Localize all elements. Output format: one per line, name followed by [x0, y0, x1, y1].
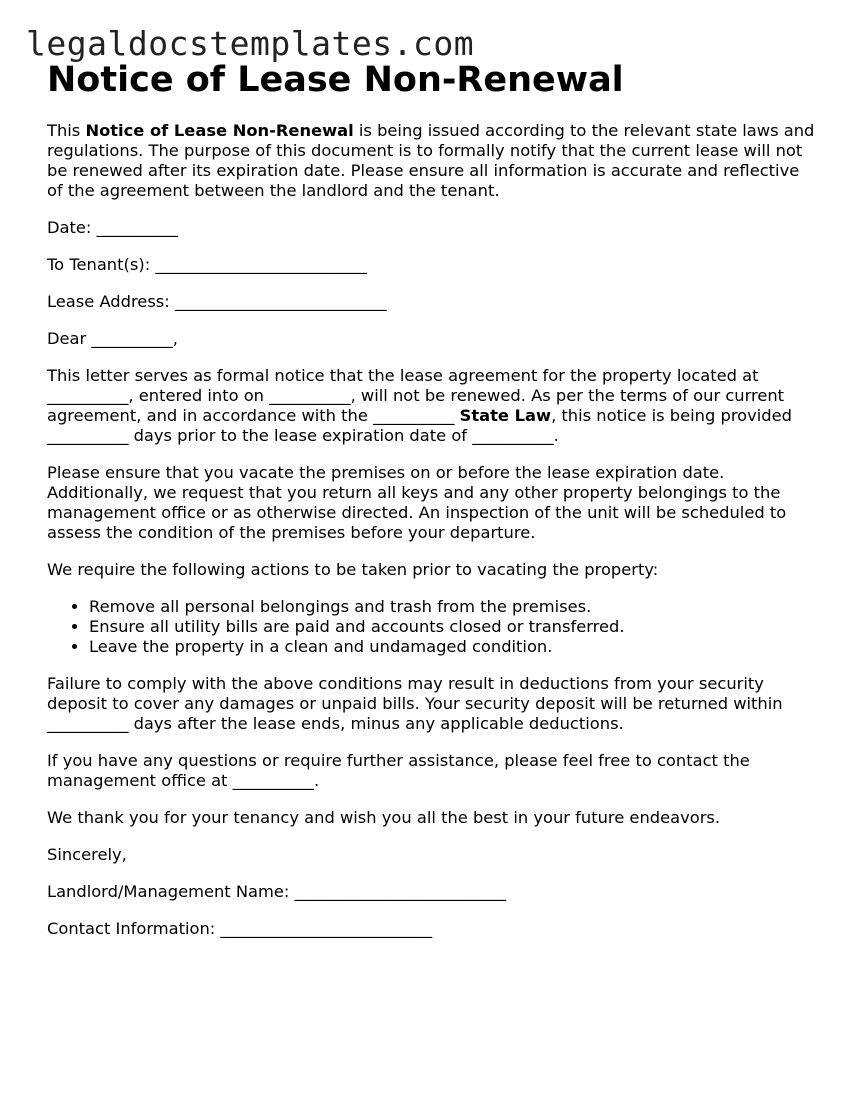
to-tenants-field: To Tenant(s): __________________________: [47, 255, 368, 274]
intro-paragraph: [47, 121, 817, 201]
lease-address-field: Lease Address: __________________________: [47, 292, 387, 311]
vacate-paragraph: Please ensure that you vacate the premises on or before the lease expiration date. Additionally, we request that you return all keys and any other property belongings to the management office or as otherwise directed. An inspection of the unit will be scheduled to assess the condition of the premises before your departure.: [47, 463, 787, 542]
document-body: [47, 58, 817, 956]
failure-paragraph: Failure to comply with the above conditions may result in deductions from your security deposit to cover any damages or unpaid bills. Your security deposit will be returned within __________ days after the lease ends, minus any applicable deductions.: [47, 674, 783, 733]
thanks-paragraph: We thank you for your tenancy and wish you all the best in your future endeavors.: [47, 808, 721, 827]
intro-bold-title: Notice of Lease Non-Renewal: [85, 121, 354, 140]
site-watermark: legaldocstemplates.com: [26, 24, 475, 63]
intro-pre: This: [47, 121, 86, 140]
document-title: Notice of Lease Non-Renewal: [47, 60, 624, 100]
actions-list: [47, 597, 817, 657]
notice-bold-state-law: State Law: [459, 406, 552, 425]
actions-intro: We require the following actions to be taken prior to vacating the property:: [47, 560, 659, 579]
notice-paragraph: [47, 366, 817, 446]
intro-post: is being issued according to the relevant state laws and regulations. The purpose of this document is to formally notify that the current lease will not be renewed after its expiration date. Please ensure all information is accurate and reflective of the agreement between the landlord and the tenant.: [47, 121, 815, 200]
closing: Sincerely,: [47, 845, 127, 864]
salutation: Dear __________,: [47, 329, 178, 348]
signature-name-line: Landlord/Management Name: __________________________: [47, 882, 507, 901]
action-item: • Leave the property in a clean and undamaged condition.: [89, 637, 817, 657]
questions-paragraph: If you have any questions or require further assistance, please feel free to contact the management office at __________.: [47, 751, 750, 790]
signature-contact-line: Contact Information: __________________________: [47, 919, 433, 938]
action-item: • Remove all personal belongings and trash from the premises.: [89, 597, 817, 617]
notice-post: , this notice is being provided __________ days prior to the lease expiration date of __________.: [47, 406, 792, 445]
notice-pre: This letter serves as formal notice that the lease agreement for the property located at __________, entered into on __________, will not be renewed. As per the terms of our current agreement, and in accordance with the __________: [47, 366, 785, 425]
action-item: • Ensure all utility bills are paid and accounts closed or transferred.: [89, 617, 817, 637]
date-field: Date: __________: [47, 218, 178, 237]
